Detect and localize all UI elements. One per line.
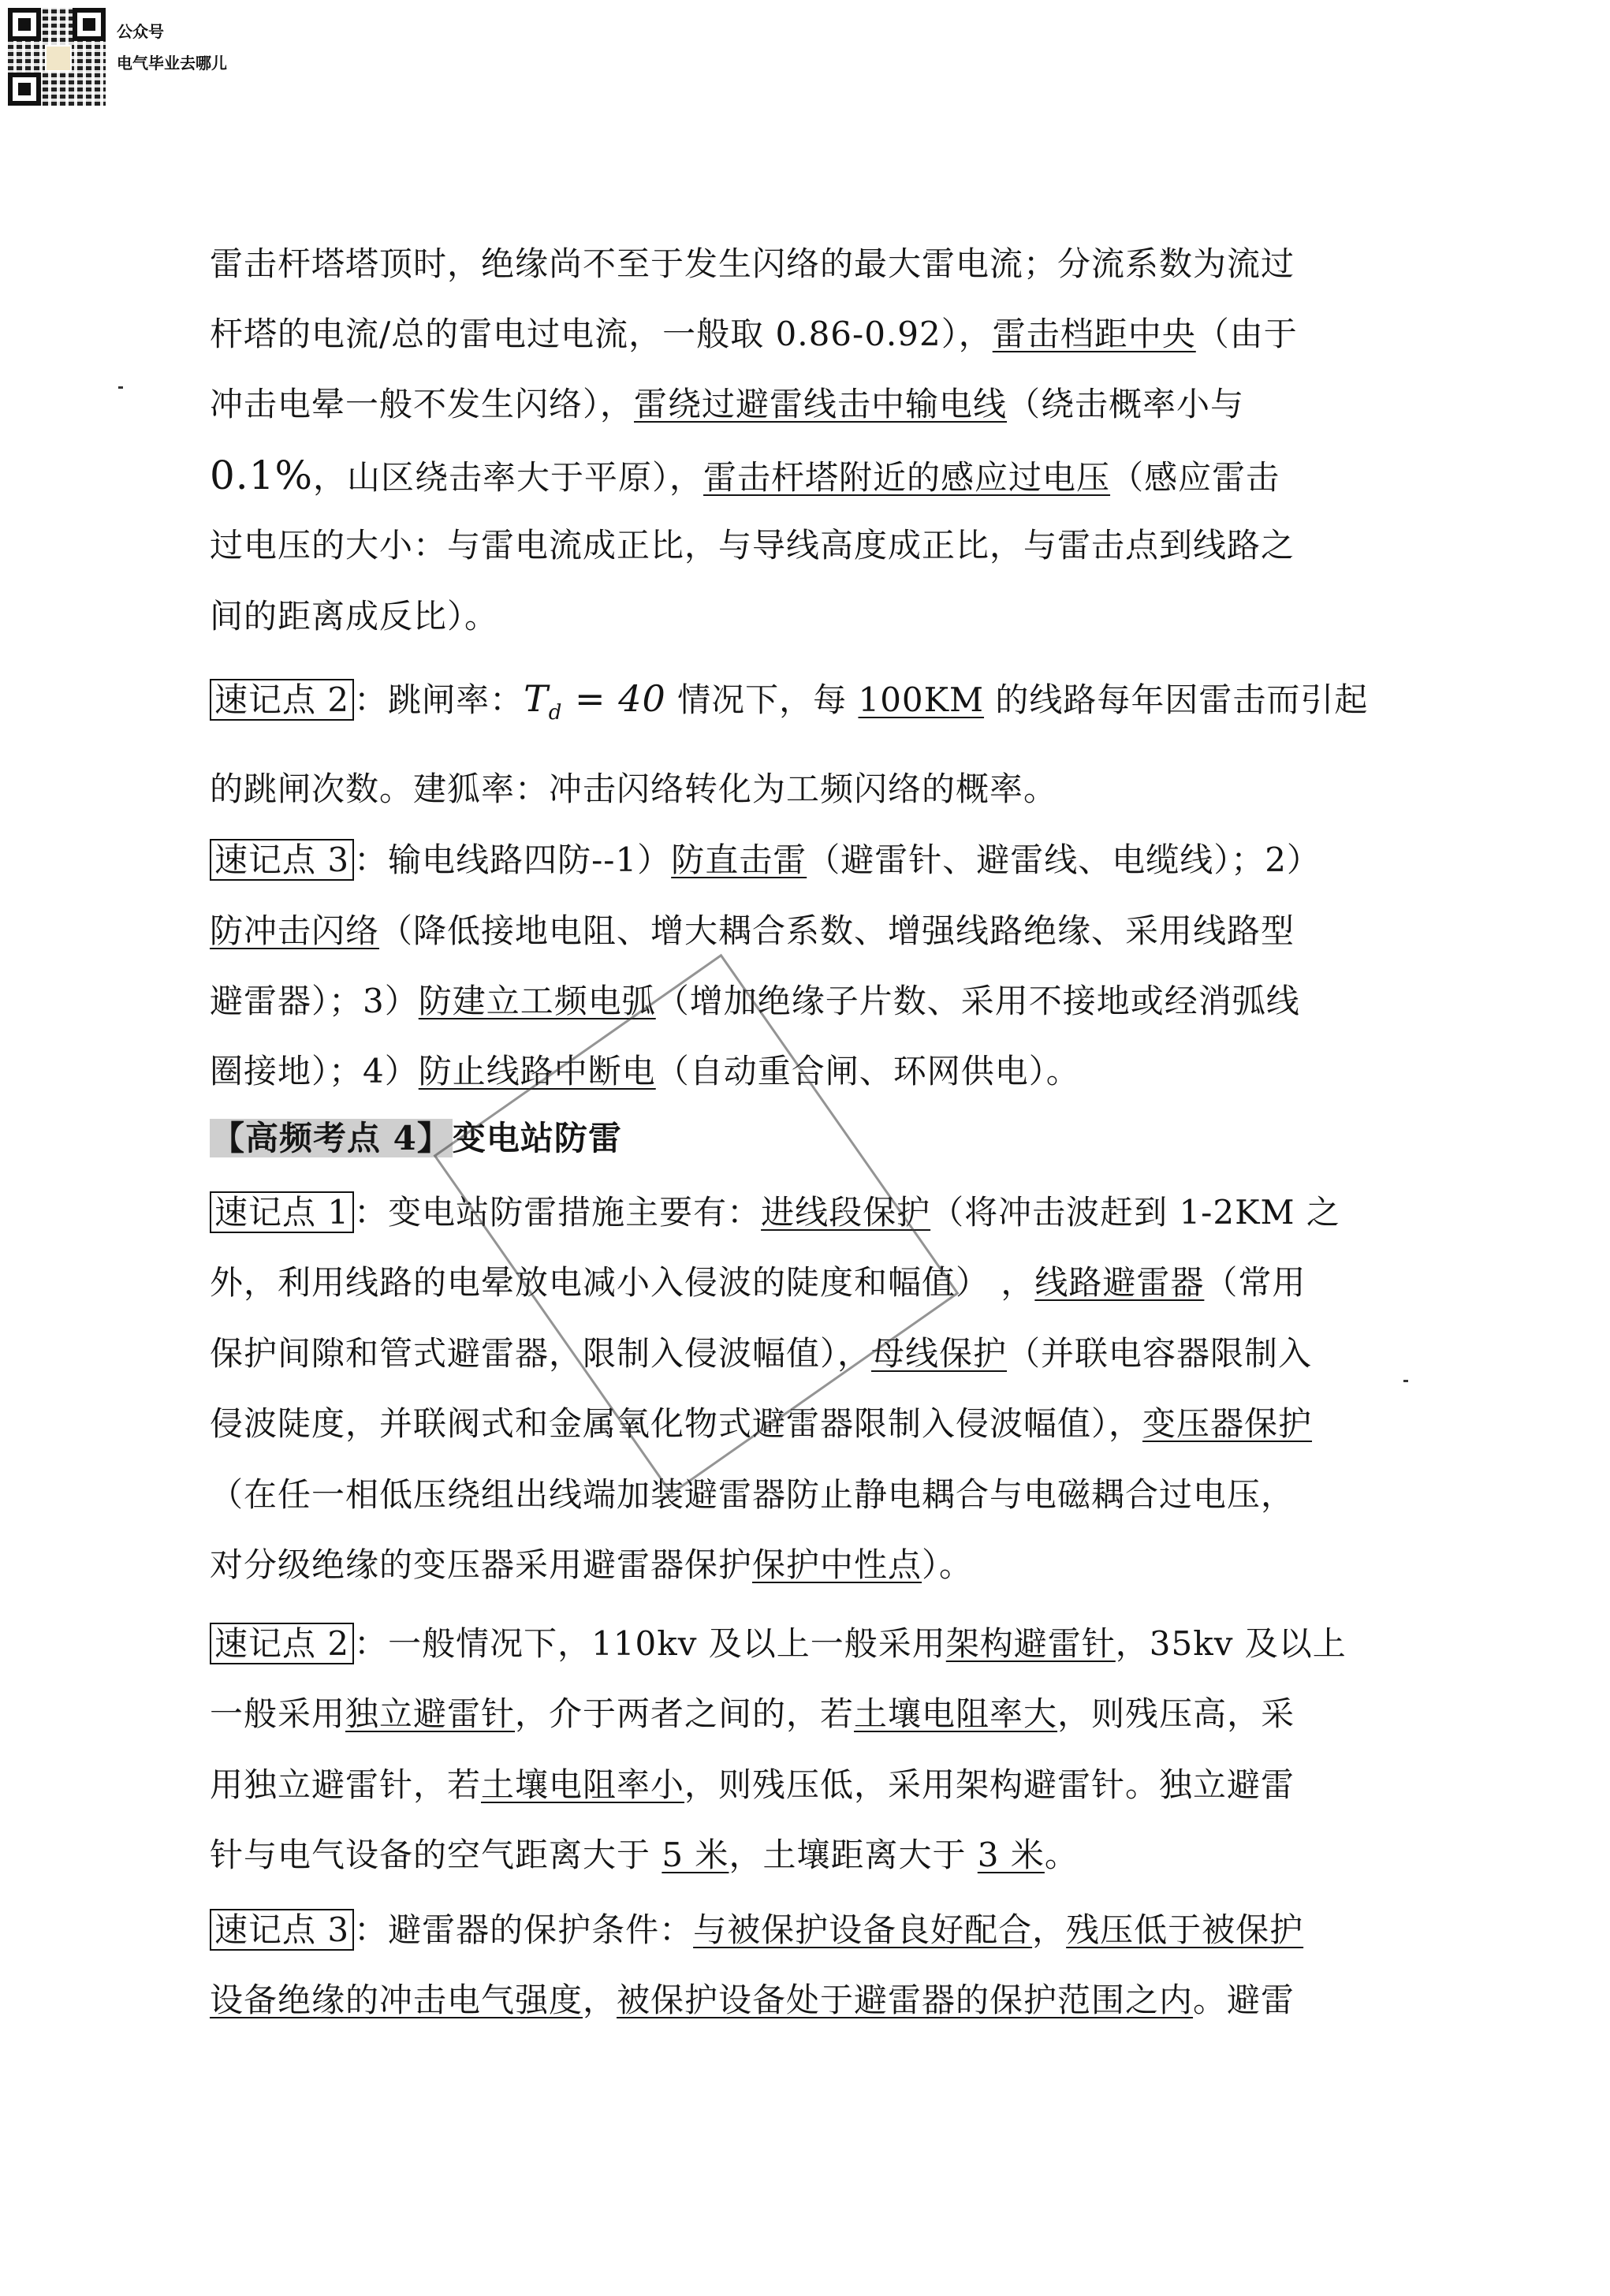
section-heading: 【高频考点 4】变电站防雷 — [211, 1119, 622, 1157]
point2-rod-line1: 速记点 2 ：一般情况下，110kv 及以上一般采用架构避雷针，35kv 及以上 — [210, 1623, 1347, 1664]
scan-speck — [118, 386, 123, 389]
para1-line3: 冲击电晕一般不发生闪络），雷绕过避雷线击中输电线（绕击概率小与 — [210, 385, 1245, 423]
point3-defense-line2: 防冲击闪络（降低接地电阻、增大耦合系数、增强线路绝缘、采用线路型 — [210, 911, 1295, 950]
point-label-box: 速记点 3 — [210, 1909, 354, 1951]
point2-trip-line2: 的跳闸次数。建狐率：冲击闪络转化为工频闪络的概率。 — [210, 770, 1058, 808]
underlined-term: 架构避雷针 — [945, 1624, 1116, 1663]
underlined-term: 与被保护设备良好配合 — [693, 1910, 1033, 1949]
point2-rod-line4: 针与电气设备的空气距离大于 5 米，土壤距离大于 3 米。 — [210, 1836, 1079, 1874]
qr-finder — [8, 73, 41, 106]
point-label-box: 速记点 2 — [210, 1623, 354, 1664]
para1-line2: 杆塔的电流/总的雷电过电流，一般取 0.86-0.92），雷击档距中央（由于 — [210, 315, 1298, 353]
underlined-term: 防建立工频电弧 — [418, 982, 656, 1020]
para1-line5: 过电压的大小：与雷电流成正比，与导线高度成正比，与雷击点到线路之 — [210, 526, 1295, 565]
para1-line6: 间的距离成反比）。 — [210, 597, 499, 636]
qr-finder — [8, 8, 41, 41]
point3-defense-line4: 圈接地）；4）防止线路中断电（自动重合闸、环网供电）。 — [210, 1052, 1080, 1090]
point3-arrester-line1: 速记点 3 ：避雷器的保护条件：与被保护设备良好配合，残压低于被保护 — [210, 1910, 1303, 1951]
point1-sub-line2: 外，利用线路的电晕放电减小入侵波的陡度和幅值） ，线路避雷器（常用 — [210, 1263, 1306, 1302]
point1-sub-line5: （在任一相低压绕组出线端加装避雷器防止静电耦合与电磁耦合过电压， — [210, 1475, 1295, 1514]
scan-speck — [1403, 1380, 1408, 1382]
underlined-term: 进线段保护 — [761, 1193, 931, 1232]
brand-line-2: 电气毕业去哪儿 — [117, 54, 227, 73]
underlined-term: 土壤电阻率小 — [481, 1765, 685, 1804]
underlined-term: 变压器保护 — [1142, 1404, 1313, 1443]
underlined-term: 线路避雷器 — [1034, 1263, 1205, 1302]
point3-defense-line1: 速记点 3 ：输电线路四防--1）防直击雷（避雷针、避雷线、电缆线）；2） — [210, 840, 1321, 881]
underlined-term: 防冲击闪络 — [210, 911, 380, 950]
section-heading-highlight: 【高频考点 4】 — [211, 1119, 451, 1157]
underlined-term: 残压低于被保护 — [1066, 1910, 1304, 1949]
qr-logo — [45, 45, 72, 72]
underlined-term: 被保护设备处于避雷器的保护范围之内 — [617, 1981, 1194, 2019]
point1-sub-line4: 侵波陡度，并联阀式和金属氧化物式避雷器限制入侵波幅值），变压器保护 — [210, 1404, 1313, 1443]
underlined-term: 设备绝缘的冲击电气强度 — [210, 1981, 583, 2019]
para1-line4: 0.1%，山区绕击率大于平原），雷击杆塔附近的感应过电压（感应雷击 — [210, 453, 1280, 498]
point2-trip-line1: 速记点 2 ：跳闸率：$T_d = 40$ 情况下，每 100KM 的线路每年因雷击而引起 — [210, 678, 1368, 733]
point1-sub-line6: 对分级绝缘的变压器采用避雷器保护保护中性点）。 — [210, 1545, 974, 1584]
para1-line1: 雷击杆塔塔顶时，绝缘尚不至于发生闪络的最大雷电流；分流系数为流过 — [210, 244, 1295, 283]
underlined-term: 100KM — [858, 680, 985, 719]
underlined-term: 土壤电阻率大 — [854, 1694, 1058, 1733]
underlined-term: 雷击档距中央 — [992, 315, 1196, 353]
point-label-box: 速记点 1 — [210, 1191, 354, 1233]
underlined-term: 母线保护 — [871, 1334, 1008, 1373]
qr-finder — [73, 8, 106, 41]
point3-arrester-line2: 设备绝缘的冲击电气强度，被保护设备处于避雷器的保护范围之内。避雷 — [210, 1981, 1295, 2019]
underlined-term: 防直击雷 — [671, 840, 807, 879]
point1-sub-line3: 保护间隙和管式避雷器，限制入侵波幅值），母线保护（并联电容器限制入 — [210, 1334, 1313, 1373]
point-label-box: 速记点 2 — [210, 679, 354, 721]
underlined-term: 独立避雷针 — [345, 1694, 516, 1733]
underlined-term: 雷击杆塔附近的感应过电压 — [703, 458, 1111, 497]
underlined-term: 防止线路中断电 — [418, 1052, 656, 1090]
underlined-term: 5 米 — [662, 1836, 729, 1874]
point2-rod-line2: 一般采用独立避雷针，介于两者之间的，若土壤电阻率大，则残压高，采 — [210, 1694, 1295, 1733]
math-formula: $T_d = 40$ — [524, 677, 666, 725]
point-label-box: 速记点 3 — [210, 839, 354, 881]
point3-defense-line3: 避雷器）；3）防建立工频电弧（增加绝缘子片数、采用不接地或经消弧线 — [210, 982, 1300, 1020]
point2-rod-line3: 用独立避雷针，若土壤电阻率小，则残压低，采用架构避雷针。独立避雷 — [210, 1765, 1295, 1804]
underlined-term: 保护中性点 — [752, 1545, 922, 1584]
qr-code — [8, 8, 106, 106]
point1-sub-line1: 速记点 1 ：变电站防雷措施主要有：进线段保护（将冲击波赶到 1-2KM 之 — [210, 1192, 1340, 1233]
underlined-term: 雷绕过避雷线击中输电线 — [634, 385, 1008, 423]
brand-line-1: 公众号 — [117, 22, 164, 41]
underlined-term: 3 米 — [977, 1836, 1045, 1874]
